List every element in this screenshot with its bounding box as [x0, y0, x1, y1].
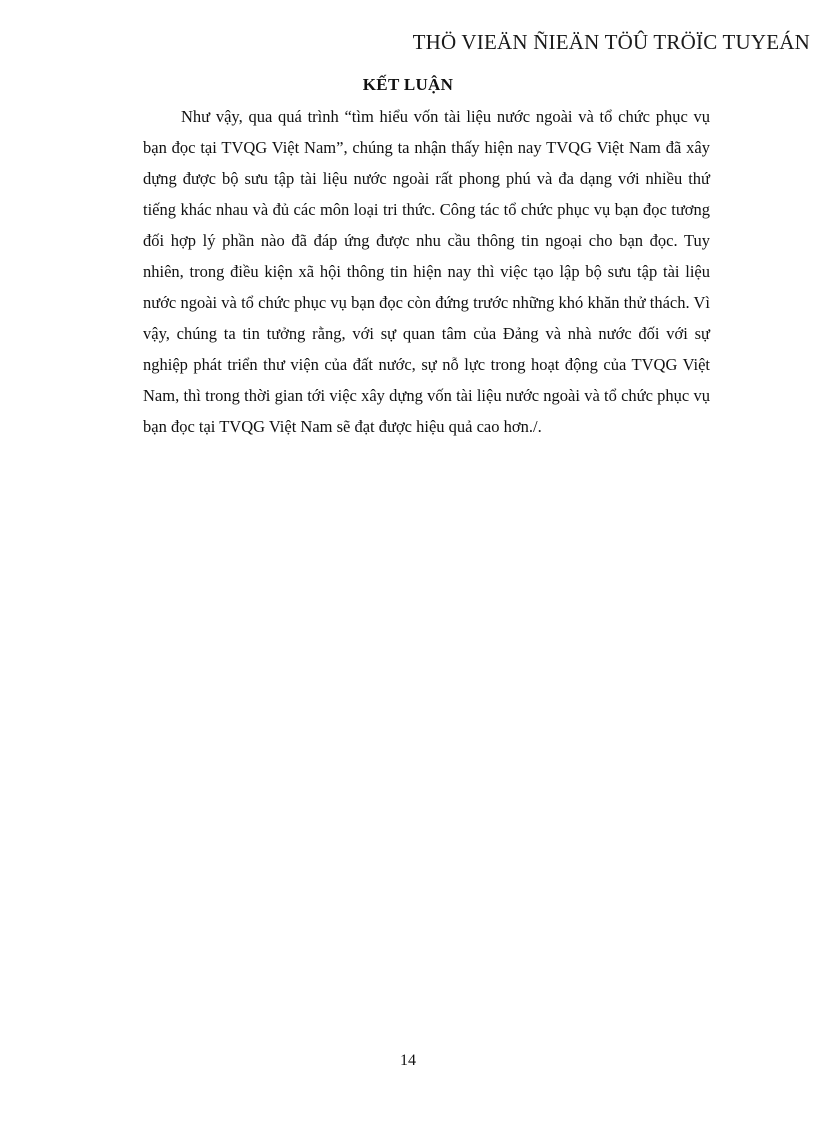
library-watermark-header: THÖ VIEÄN ÑIEÄN TÖÛ TRÖÏC TUYEÁN	[412, 30, 810, 54]
page-title: KẾT LUẬN	[362, 75, 454, 94]
conclusion-paragraph: Như vậy, qua quá trình “tìm hiểu vốn tài liệu nước ngoài và tổ chức phục vụ bạn đọc tại TVQG Việt Nam”, chúng ta nhận thấy hiện nay TVQG Việt Nam đã xây dựng được bộ sưu tập tài liệu nước ngoài rất phong phú và đa dạng với nhiều thứ tiếng khác nhau và đủ các môn loại tri thức. Công tác tổ chức phục vụ bạn đọc tương đối hợp lý phần nào đã đáp ứng được nhu cầu thông tin ngoại cho bạn đọc. Tuy nhiên, trong điều kiện xã hội thông tin hiện nay thì việc tạo lập bộ sưu tập tài liệu nước ngoài và tổ chức phục vụ bạn đọc còn đứng trước những khó khăn thử thách. Vì vậy, chúng ta tin tưởng rằng, với sự quan tâm của Đảng và nhà nước đối với sự nghiệp phát triển thư viện của đất nước, sự nỗ lực trong hoạt động của TVQG Việt Nam, thì trong thời gian tới việc xây dựng vốn tài liệu nước ngoài và tổ chức phục vụ bạn đọc tại TVQG Việt Nam sẽ đạt được hiệu quả cao hơn./.	[143, 107, 710, 436]
page-number: 14	[400, 1052, 416, 1069]
